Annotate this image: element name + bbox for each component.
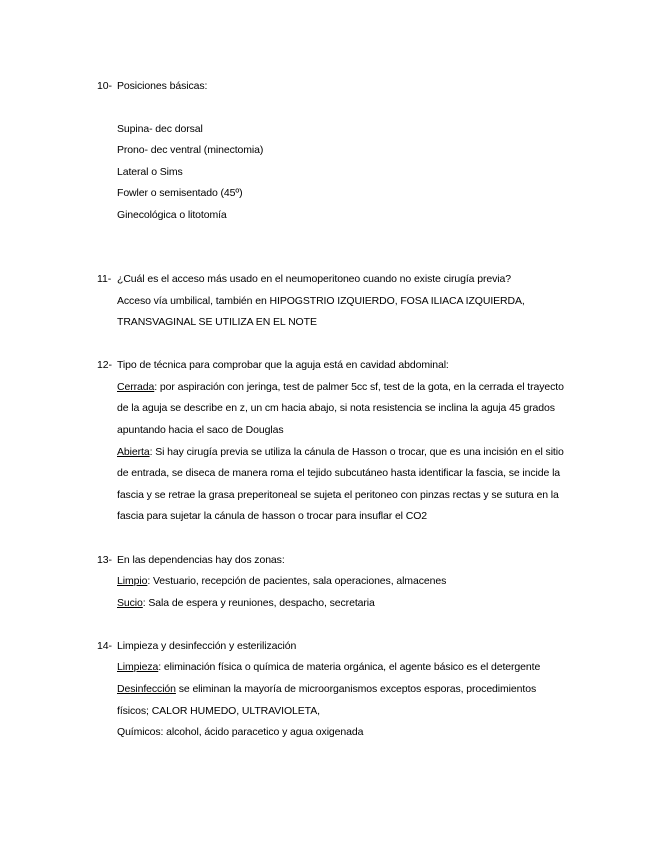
list-item: Ginecológica o litotomía [117, 209, 227, 221]
sucio-line [117, 596, 375, 610]
limpio-label: Limpio [117, 575, 148, 587]
section-number: 13- [97, 554, 112, 566]
cerrada-text: : por aspiración con jeringa, test de palmer 5cc sf, test de la gota, en la cerrada el trayecto [154, 381, 564, 393]
section-10-heading [97, 79, 207, 93]
section-title: Tipo de técnica para comprobar que la aguja está en cavidad abdominal: [117, 359, 449, 371]
section-12-heading [97, 358, 449, 372]
desinfeccion-text: se eliminan la mayoría de microorganismos exceptos esporas, procedimientos [175, 683, 537, 695]
section-14-heading [97, 639, 296, 653]
cerrada-text-line: apuntando hacia el saco de Douglas [117, 424, 284, 436]
list-item: Prono- dec ventral (minectomia) [117, 144, 264, 156]
list-item: Supina- dec dorsal [117, 123, 203, 135]
abierta-label: Abierta [117, 446, 150, 458]
abierta-text-line: fascia y se retrae la grasa preperitoneal se sujeta el peritoneo con pinzas rectas y se sutura en la [117, 489, 559, 501]
list-item: Lateral o Sims [117, 166, 183, 178]
section-number: 14- [97, 640, 112, 652]
limpio-line [117, 574, 446, 588]
desinfeccion-line [117, 682, 536, 696]
quimicos-line: Químicos: alcohol, ácido paracetico y agua oxigenada [117, 726, 364, 738]
abierta-text-line: de entrada, se diseca de manera roma el tejido subcutáneo hasta identificar la fascia, se incide la [117, 467, 561, 479]
sucio-text: : Sala de espera y reuniones, despacho, secretaria [142, 597, 375, 609]
answer-line: Acceso vía umbilical, también en HIPOGSTRIO IZQUIERDO, FOSA ILIACA IZQUIERDA, [117, 295, 525, 307]
limpieza-line [117, 660, 540, 674]
answer-line: TRANSVAGINAL SE UTILIZA EN EL NOTE [117, 316, 317, 328]
section-title: En las dependencias hay dos zonas: [117, 554, 285, 566]
limpieza-label: Limpieza [117, 661, 159, 673]
limpieza-text: : eliminación física o química de materia orgánica, el agente básico es el detergente [158, 661, 541, 673]
limpio-text: : Vestuario, recepción de pacientes, sala operaciones, almacenes [147, 575, 447, 587]
section-title: Limpieza y desinfección y esterilización [117, 640, 297, 652]
section-title: Posiciones básicas: [117, 80, 208, 92]
section-question: ¿Cuál es el acceso más usado en el neumoperitoneo cuando no existe cirugía previa? [117, 273, 511, 285]
section-number: 12- [97, 359, 112, 371]
section-number: 11- [97, 273, 112, 285]
section-11-heading [97, 272, 511, 286]
section-number: 10- [97, 80, 112, 92]
sucio-label: Sucio [117, 597, 143, 609]
cerrada-line [117, 380, 564, 394]
list-item: Fowler o semisentado (45º) [117, 187, 243, 199]
cerrada-text-line: de la aguja se describe en z, un cm hacia abajo, si nota resistencia se inclina la aguja 45 grados [117, 402, 555, 414]
desinfeccion-label: Desinfección [117, 683, 176, 695]
abierta-text: : Si hay cirugía previa se utiliza la cánula de Hasson o trocar, que es una incisión en el sitio [149, 446, 564, 458]
desinfeccion-text-line: físicos; CALOR HUMEDO, ULTRAVIOLETA, [117, 705, 320, 717]
abierta-line [117, 445, 564, 459]
cerrada-label: Cerrada [117, 381, 155, 393]
section-13-heading [97, 553, 285, 567]
abierta-text-line: fascia para sujetar la cánula de hasson o trocar para insuflar el CO2 [117, 510, 428, 522]
